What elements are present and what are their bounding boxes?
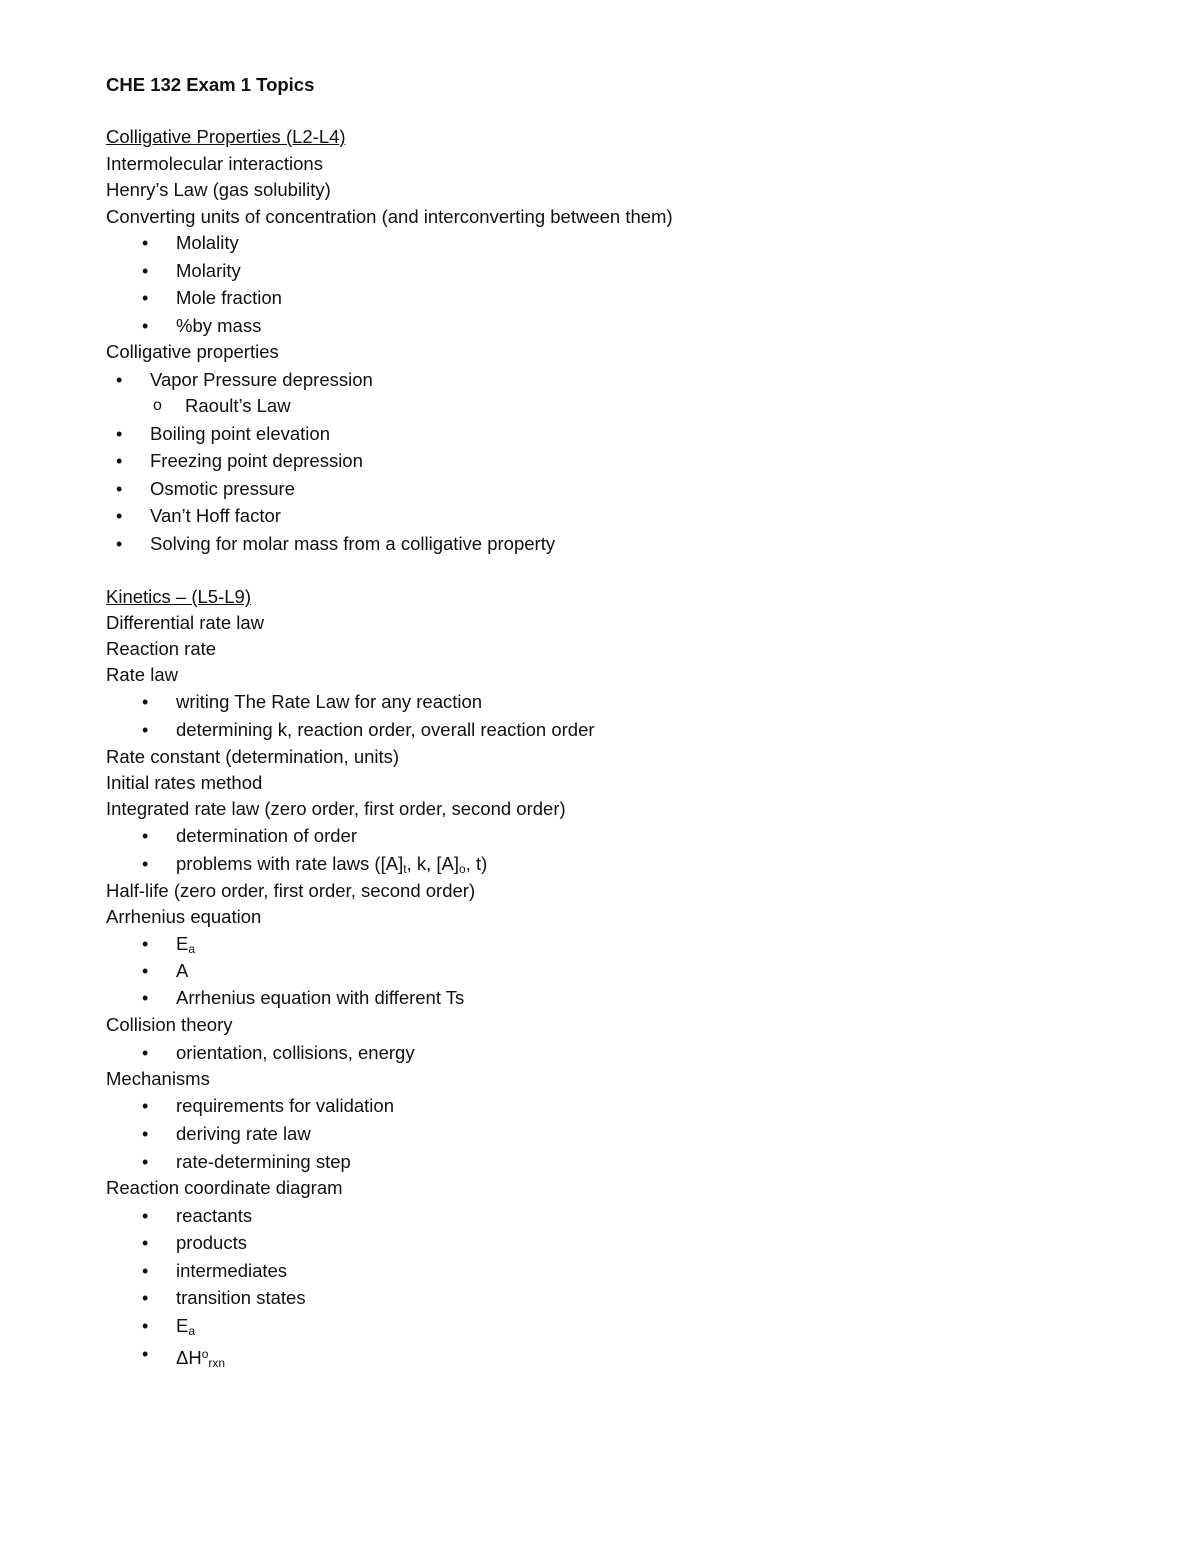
topic-line: Mechanisms — [106, 1068, 210, 1089]
subscript: o — [459, 862, 466, 876]
topic-line: Initial rates method — [106, 772, 263, 793]
list-item: determining k, reaction order, overall reaction order — [176, 719, 595, 740]
bullet-icon: • — [142, 316, 149, 336]
bullet-icon: • — [142, 720, 149, 740]
list-item: orientation, collisions, energy — [176, 1042, 415, 1063]
text-fragment: , t) — [465, 853, 488, 874]
topic-line: Integrated rate law (zero order, first order, second order) — [106, 798, 566, 819]
topic-line: Rate law — [106, 664, 178, 685]
list-item: requirements for validation — [176, 1095, 394, 1116]
subscript: a — [188, 942, 196, 956]
bullet-icon: • — [142, 288, 149, 308]
bullet-icon: • — [142, 1124, 149, 1144]
subscript: a — [188, 1324, 196, 1338]
list-item: Boiling point elevation — [150, 423, 330, 444]
list-item: Raoult’s Law — [185, 395, 291, 416]
bullet-icon: • — [142, 1206, 149, 1226]
list-item-delta-h — [176, 1342, 226, 1370]
topic-line: Collision theory — [106, 1014, 233, 1035]
list-item: %by mass — [176, 315, 262, 336]
bullet-icon: • — [116, 424, 123, 444]
bullet-icon: • — [142, 1344, 149, 1364]
list-item: Molarity — [176, 260, 241, 281]
page-title: CHE 132 Exam 1 Topics — [106, 74, 315, 95]
bullet-icon: • — [142, 1233, 149, 1253]
text-fragment: E — [176, 1315, 189, 1336]
list-item: products — [176, 1232, 247, 1253]
topic-line: Reaction coordinate diagram — [106, 1177, 343, 1198]
list-item: Osmotic pressure — [150, 478, 295, 499]
topic-line: Henry’s Law (gas solubility) — [106, 179, 331, 200]
list-item: Solving for molar mass from a colligative property — [150, 533, 556, 554]
bullet-icon: • — [116, 370, 123, 390]
superscript: o — [201, 1347, 209, 1361]
bullet-icon: • — [116, 506, 123, 526]
topic-line: Reaction rate — [106, 638, 217, 659]
text-fragment: problems with rate laws ([A] — [176, 853, 404, 874]
list-item: deriving rate law — [176, 1123, 311, 1144]
list-item: determination of order — [176, 825, 357, 846]
bullet-icon: • — [142, 1043, 149, 1063]
text-fragment: E — [176, 933, 189, 954]
bullet-icon: • — [142, 261, 149, 281]
list-item-rate-law-problems — [176, 852, 487, 876]
bullet-icon: • — [142, 826, 149, 846]
bullet-icon: • — [142, 1261, 149, 1281]
topic-line: Differential rate law — [106, 612, 265, 633]
bullet-icon: • — [142, 1152, 149, 1172]
bullet-icon: • — [116, 534, 123, 554]
section-heading-colligative: Colligative Properties (L2-L4) — [106, 126, 346, 147]
bullet-icon: • — [142, 1316, 149, 1336]
sub-bullet-marker: o — [153, 397, 162, 414]
topic-line: Arrhenius equation — [106, 906, 262, 927]
topic-line: Intermolecular interactions — [106, 153, 323, 174]
text-fragment: ΔH — [176, 1347, 202, 1368]
list-item: writing The Rate Law for any reaction — [176, 691, 483, 712]
list-item: rate-determining step — [176, 1151, 351, 1172]
text-fragment: , k, [A] — [406, 853, 459, 874]
bullet-icon: • — [116, 479, 123, 499]
list-item: Molality — [176, 232, 239, 253]
section-heading-kinetics: Kinetics – (L5-L9) — [106, 586, 251, 607]
subscript: rxn — [208, 1356, 226, 1370]
bullet-icon: • — [142, 692, 149, 712]
topic-line: Converting units of concentration (and interconverting between them) — [106, 206, 673, 227]
bullet-icon: • — [142, 854, 149, 874]
list-item-ea — [176, 1314, 195, 1338]
bullet-icon: • — [142, 233, 149, 253]
bullet-icon: • — [142, 1096, 149, 1116]
list-item: A — [176, 960, 189, 981]
bullet-icon: • — [116, 451, 123, 471]
list-item: Arrhenius equation with different Ts — [176, 987, 465, 1008]
bullet-icon: • — [142, 1288, 149, 1308]
list-item-ea — [176, 932, 195, 956]
bullet-icon: • — [142, 934, 149, 954]
bullet-icon: • — [142, 988, 149, 1008]
subscript: t — [403, 862, 407, 876]
list-item: Van’t Hoff factor — [150, 505, 281, 526]
bullet-icon: • — [142, 961, 149, 981]
topic-line: Colligative properties — [106, 341, 279, 362]
list-item: reactants — [176, 1205, 253, 1226]
topic-line: Half-life (zero order, first order, second order) — [106, 880, 476, 901]
topic-line: Rate constant (determination, units) — [106, 746, 400, 767]
list-item: Vapor Pressure depression — [150, 369, 373, 390]
list-item: transition states — [176, 1287, 306, 1308]
list-item: Mole fraction — [176, 287, 282, 308]
list-item: intermediates — [176, 1260, 288, 1281]
list-item: Freezing point depression — [150, 450, 363, 471]
